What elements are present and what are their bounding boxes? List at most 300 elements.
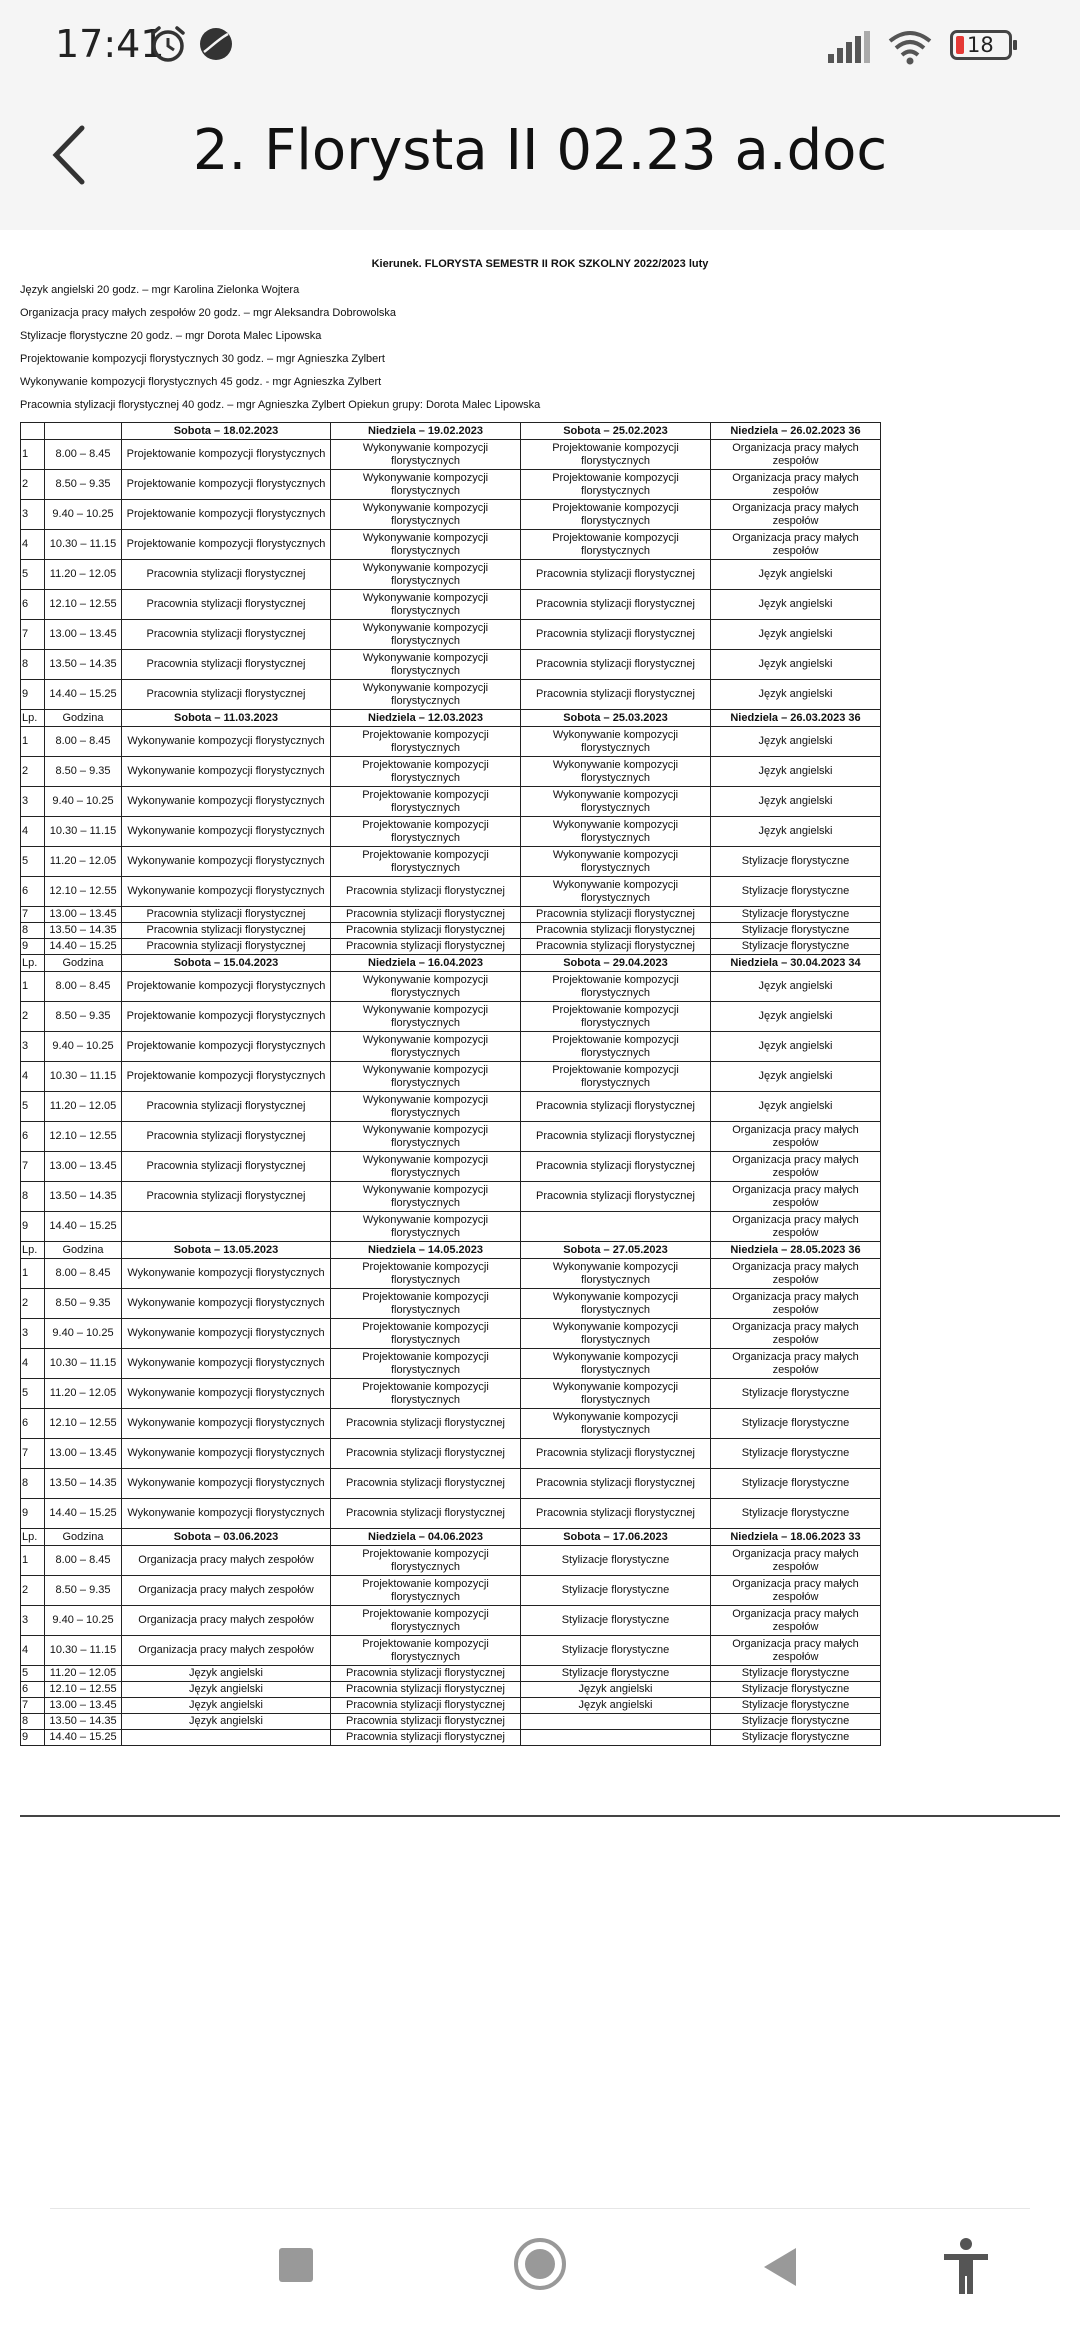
- class-cell: Pracownia stylizacji florystycznej: [122, 1152, 331, 1182]
- class-cell: Organizacja pracy małych zespołów: [711, 1122, 881, 1152]
- class-cell: Organizacja pracy małych zespołów: [711, 440, 881, 470]
- class-cell: Pracownia stylizacji florystycznej: [521, 680, 711, 710]
- class-cell: Wykonywanie kompozycji florystycznych: [122, 1349, 331, 1379]
- class-cell: Wykonywanie kompozycji florystycznych: [122, 847, 331, 877]
- class-cell: Pracownia stylizacji florystycznej: [331, 939, 521, 955]
- hour-header: Godzina: [45, 1529, 122, 1546]
- row-number: 2: [21, 1576, 45, 1606]
- teacher-line: Wykonywanie kompozycji florystycznych 45 godz. - mgr Agnieszka Zylbert: [20, 376, 382, 388]
- class-cell: Stylizacje florystyczne: [711, 907, 881, 923]
- class-cell: Wykonywanie kompozycji florystycznych: [521, 757, 711, 787]
- schedule-table: [20, 422, 881, 1746]
- row-hours: 8.50 – 9.35: [45, 470, 122, 500]
- table-row: [21, 1409, 881, 1439]
- row-hours: 12.10 – 12.55: [45, 1682, 122, 1698]
- class-cell: Język angielski: [711, 1032, 881, 1062]
- row-number: 1: [21, 440, 45, 470]
- day-header: Sobota – 27.05.2023: [521, 1242, 711, 1259]
- row-hours: 11.20 – 12.05: [45, 1092, 122, 1122]
- row-number: 6: [21, 1122, 45, 1152]
- class-cell: Wykonywanie kompozycji florystycznych: [122, 877, 331, 907]
- class-cell: Organizacja pracy małych zespołów: [711, 1349, 881, 1379]
- class-cell: Wykonywanie kompozycji florystycznych: [122, 1319, 331, 1349]
- status-bar: [0, 0, 1080, 80]
- class-cell: Język angielski: [711, 680, 881, 710]
- class-cell: Pracownia stylizacji florystycznej: [521, 939, 711, 955]
- class-cell: Wykonywanie kompozycji florystycznych: [122, 1289, 331, 1319]
- class-cell: Wykonywanie kompozycji florystycznych: [331, 590, 521, 620]
- class-cell: Stylizacje florystyczne: [521, 1636, 711, 1666]
- table-row: [21, 757, 881, 787]
- teacher-list: [20, 284, 1060, 411]
- class-cell: Pracownia stylizacji florystycznej: [331, 1730, 521, 1746]
- class-cell: Pracownia stylizacji florystycznej: [521, 907, 711, 923]
- class-cell: Pracownia stylizacji florystycznej: [331, 1409, 521, 1439]
- row-number: 4: [21, 1636, 45, 1666]
- table-row: [21, 620, 881, 650]
- class-cell: Stylizacje florystyczne: [711, 939, 881, 955]
- class-cell: Pracownia stylizacji florystycznej: [122, 590, 331, 620]
- row-hours: 13.50 – 14.35: [45, 923, 122, 939]
- class-cell: Wykonywanie kompozycji florystycznych: [122, 1259, 331, 1289]
- class-cell: Język angielski: [711, 1062, 881, 1092]
- class-cell: Projektowanie kompozycji florystycznych: [331, 847, 521, 877]
- class-cell: [521, 1714, 711, 1730]
- row-hours: 8.50 – 9.35: [45, 1002, 122, 1032]
- class-cell: Pracownia stylizacji florystycznej: [521, 650, 711, 680]
- class-cell: Organizacja pracy małych zespołów: [711, 1606, 881, 1636]
- row-number: 5: [21, 1666, 45, 1682]
- row-number: 5: [21, 1092, 45, 1122]
- table-row: [21, 1469, 881, 1499]
- row-hours: 13.50 – 14.35: [45, 1182, 122, 1212]
- row-number: 4: [21, 1349, 45, 1379]
- document-content: [20, 250, 1060, 1746]
- day-header: Niedziela – 26.03.2023 36: [711, 710, 881, 727]
- class-cell: Pracownia stylizacji florystycznej: [122, 560, 331, 590]
- day-header: Niedziela – 12.03.2023: [331, 710, 521, 727]
- class-cell: Pracownia stylizacji florystycznej: [331, 1682, 521, 1698]
- nav-recents-icon[interactable]: [276, 2245, 316, 2285]
- day-header: Niedziela – 30.04.2023 34: [711, 955, 881, 972]
- class-cell: Pracownia stylizacji florystycznej: [122, 680, 331, 710]
- class-cell: Wykonywanie kompozycji florystycznych: [331, 530, 521, 560]
- row-number: 3: [21, 500, 45, 530]
- app-bar: [0, 80, 1080, 230]
- table-row: [21, 1379, 881, 1409]
- table-row: [21, 1182, 881, 1212]
- day-header: Sobota – 15.04.2023: [122, 955, 331, 972]
- row-number: 3: [21, 1032, 45, 1062]
- class-cell: Język angielski: [711, 817, 881, 847]
- day-header: Sobota – 25.02.2023: [521, 423, 711, 440]
- class-cell: Wykonywanie kompozycji florystycznych: [521, 1409, 711, 1439]
- class-cell: Wykonywanie kompozycji florystycznych: [521, 1289, 711, 1319]
- nav-separator: [50, 2208, 1030, 2209]
- hour-header: Godzina: [45, 710, 122, 727]
- row-number: 8: [21, 1469, 45, 1499]
- class-cell: Projektowanie kompozycji florystycznych: [331, 1636, 521, 1666]
- row-number: 6: [21, 1682, 45, 1698]
- table-row: [21, 1032, 881, 1062]
- lp-header: Lp.: [21, 1529, 45, 1546]
- class-cell: Język angielski: [711, 560, 881, 590]
- class-cell: Organizacja pracy małych zespołów: [122, 1576, 331, 1606]
- table-row: [21, 847, 881, 877]
- class-cell: Stylizacje florystyczne: [521, 1666, 711, 1682]
- schedule-header-row: [21, 955, 881, 972]
- day-header: Niedziela – 28.05.2023 36: [711, 1242, 881, 1259]
- schedule-header-row: [21, 1242, 881, 1259]
- class-cell: Wykonywanie kompozycji florystycznych: [331, 1092, 521, 1122]
- nav-back-icon[interactable]: [760, 2245, 800, 2289]
- class-cell: Projektowanie kompozycji florystycznych: [521, 470, 711, 500]
- class-cell: Wykonywanie kompozycji florystycznych: [331, 560, 521, 590]
- class-cell: Pracownia stylizacji florystycznej: [521, 560, 711, 590]
- class-cell: Język angielski: [711, 757, 881, 787]
- accessibility-icon[interactable]: [940, 2236, 992, 2296]
- class-cell: Pracownia stylizacji florystycznej: [521, 1469, 711, 1499]
- class-cell: Język angielski: [122, 1682, 331, 1698]
- class-cell: Projektowanie kompozycji florystycznych: [331, 1319, 521, 1349]
- class-cell: Projektowanie kompozycji florystycznych: [521, 1062, 711, 1092]
- class-cell: Wykonywanie kompozycji florystycznych: [331, 680, 521, 710]
- row-number: 3: [21, 787, 45, 817]
- row-hours: 13.00 – 13.45: [45, 1152, 122, 1182]
- class-cell: Pracownia stylizacji florystycznej: [521, 1092, 711, 1122]
- row-number: 2: [21, 1289, 45, 1319]
- document-title: 2. Florysta II 02.23 a.doc: [192, 118, 888, 183]
- class-cell: Projektowanie kompozycji florystycznych: [331, 757, 521, 787]
- table-row: [21, 727, 881, 757]
- row-number: 3: [21, 1319, 45, 1349]
- row-number: 8: [21, 650, 45, 680]
- row-number: 2: [21, 1002, 45, 1032]
- lp-header: Lp.: [21, 955, 45, 972]
- row-number: 1: [21, 1546, 45, 1576]
- class-cell: Wykonywanie kompozycji florystycznych: [521, 1319, 711, 1349]
- row-hours: 10.30 – 11.15: [45, 817, 122, 847]
- table-row: [21, 1319, 881, 1349]
- class-cell: Pracownia stylizacji florystycznej: [122, 1182, 331, 1212]
- row-hours: 13.50 – 14.35: [45, 1714, 122, 1730]
- class-cell: Wykonywanie kompozycji florystycznych: [331, 1062, 521, 1092]
- class-cell: Pracownia stylizacji florystycznej: [122, 650, 331, 680]
- teacher-line: Projektowanie kompozycji florystycznych 30 godz. – mgr Agnieszka Zylbert: [20, 353, 385, 365]
- class-cell: Pracownia stylizacji florystycznej: [331, 877, 521, 907]
- table-row: [21, 1730, 881, 1746]
- class-cell: Organizacja pracy małych zespołów: [711, 1212, 881, 1242]
- row-hours: 14.40 – 15.25: [45, 1730, 122, 1746]
- table-row: [21, 907, 881, 923]
- class-cell: Wykonywanie kompozycji florystycznych: [331, 1182, 521, 1212]
- class-cell: Wykonywanie kompozycji florystycznych: [521, 817, 711, 847]
- lp-header: Lp.: [21, 710, 45, 727]
- table-row: [21, 1606, 881, 1636]
- row-hours: 11.20 – 12.05: [45, 1666, 122, 1682]
- class-cell: Wykonywanie kompozycji florystycznych: [122, 1469, 331, 1499]
- row-hours: 10.30 – 11.15: [45, 530, 122, 560]
- class-cell: Projektowanie kompozycji florystycznych: [331, 1289, 521, 1319]
- table-row: [21, 972, 881, 1002]
- class-cell: Wykonywanie kompozycji florystycznych: [331, 650, 521, 680]
- table-row: [21, 877, 881, 907]
- class-cell: Wykonywanie kompozycji florystycznych: [122, 817, 331, 847]
- row-number: 9: [21, 1499, 45, 1529]
- row-number: 1: [21, 972, 45, 1002]
- class-cell: Organizacja pracy małych zespołów: [711, 1259, 881, 1289]
- row-hours: 14.40 – 15.25: [45, 680, 122, 710]
- table-row: [21, 470, 881, 500]
- table-row: [21, 939, 881, 955]
- teacher-line: Stylizacje florystyczne 20 godz. – mgr Dorota Malec Lipowska: [20, 330, 322, 342]
- table-row: [21, 500, 881, 530]
- row-number: 5: [21, 847, 45, 877]
- class-cell: Wykonywanie kompozycji florystycznych: [331, 1152, 521, 1182]
- row-number: 2: [21, 757, 45, 787]
- class-cell: Wykonywanie kompozycji florystycznych: [521, 787, 711, 817]
- row-number: 2: [21, 470, 45, 500]
- lp-header: Lp.: [21, 1242, 45, 1259]
- row-hours: 8.50 – 9.35: [45, 1289, 122, 1319]
- class-cell: [122, 1212, 331, 1242]
- class-cell: Wykonywanie kompozycji florystycznych: [521, 877, 711, 907]
- class-cell: Wykonywanie kompozycji florystycznych: [331, 470, 521, 500]
- table-row: [21, 1122, 881, 1152]
- lp-header: [21, 423, 45, 440]
- row-hours: 12.10 – 12.55: [45, 877, 122, 907]
- class-cell: Wykonywanie kompozycji florystycznych: [331, 1002, 521, 1032]
- row-hours: 8.00 – 8.45: [45, 972, 122, 1002]
- nav-home-icon[interactable]: [512, 2236, 568, 2292]
- class-cell: Projektowanie kompozycji florystycznych: [331, 1546, 521, 1576]
- class-cell: Stylizacje florystyczne: [711, 1439, 881, 1469]
- table-row: [21, 1682, 881, 1698]
- day-header: Niedziela – 04.06.2023: [331, 1529, 521, 1546]
- class-cell: Pracownia stylizacji florystycznej: [521, 923, 711, 939]
- row-number: 8: [21, 1714, 45, 1730]
- row-hours: 11.20 – 12.05: [45, 847, 122, 877]
- teacher-line: Organizacja pracy małych zespołów 20 godz. – mgr Aleksandra Dobrowolska: [20, 307, 397, 319]
- table-row: [21, 923, 881, 939]
- table-row: [21, 680, 881, 710]
- class-cell: Wykonywanie kompozycji florystycznych: [331, 1122, 521, 1152]
- class-cell: Organizacja pracy małych zespołów: [711, 530, 881, 560]
- class-cell: Pracownia stylizacji florystycznej: [331, 1698, 521, 1714]
- class-cell: Stylizacje florystyczne: [521, 1546, 711, 1576]
- class-cell: Wykonywanie kompozycji florystycznych: [122, 727, 331, 757]
- row-number: 6: [21, 877, 45, 907]
- class-cell: Pracownia stylizacji florystycznej: [331, 907, 521, 923]
- class-cell: Wykonywanie kompozycji florystycznych: [122, 1409, 331, 1439]
- class-cell: Projektowanie kompozycji florystycznych: [122, 500, 331, 530]
- class-cell: Język angielski: [711, 727, 881, 757]
- class-cell: Stylizacje florystyczne: [711, 1469, 881, 1499]
- table-row: [21, 1546, 881, 1576]
- table-row: [21, 440, 881, 470]
- row-hours: 11.20 – 12.05: [45, 1379, 122, 1409]
- row-number: 8: [21, 1182, 45, 1212]
- table-row: [21, 1636, 881, 1666]
- class-cell: Organizacja pracy małych zespołów: [711, 1546, 881, 1576]
- table-row: [21, 1499, 881, 1529]
- class-cell: Język angielski: [711, 787, 881, 817]
- class-cell: Język angielski: [711, 620, 881, 650]
- class-cell: Język angielski: [711, 650, 881, 680]
- class-cell: Stylizacje florystyczne: [711, 847, 881, 877]
- class-cell: Projektowanie kompozycji florystycznych: [521, 530, 711, 560]
- class-cell: Organizacja pracy małych zespołów: [711, 1319, 881, 1349]
- class-cell: Wykonywanie kompozycji florystycznych: [122, 787, 331, 817]
- row-hours: 14.40 – 15.25: [45, 939, 122, 955]
- class-cell: Pracownia stylizacji florystycznej: [331, 1714, 521, 1730]
- class-cell: Organizacja pracy małych zespołów: [711, 1636, 881, 1666]
- row-hours: 9.40 – 10.25: [45, 1606, 122, 1636]
- table-row: [21, 650, 881, 680]
- row-hours: 8.00 – 8.45: [45, 1546, 122, 1576]
- row-number: 7: [21, 1152, 45, 1182]
- class-cell: Stylizacje florystyczne: [711, 877, 881, 907]
- row-hours: 13.50 – 14.35: [45, 650, 122, 680]
- class-cell: Wykonywanie kompozycji florystycznych: [521, 1379, 711, 1409]
- row-number: 4: [21, 1062, 45, 1092]
- class-cell: Organizacja pracy małych zespołów: [711, 470, 881, 500]
- class-cell: Wykonywanie kompozycji florystycznych: [521, 847, 711, 877]
- teacher-line: Pracownia stylizacji florystycznej 40 godz. – mgr Agnieszka Zylbert Opiekun grupy: Dorota Malec Lipowska: [20, 399, 541, 411]
- class-cell: Język angielski: [711, 1002, 881, 1032]
- day-header: Sobota – 03.06.2023: [122, 1529, 331, 1546]
- row-number: 9: [21, 939, 45, 955]
- table-row: [21, 817, 881, 847]
- class-cell: Organizacja pracy małych zespołów: [711, 500, 881, 530]
- class-cell: Projektowanie kompozycji florystycznych: [331, 1576, 521, 1606]
- row-hours: 12.10 – 12.55: [45, 590, 122, 620]
- table-row: [21, 1062, 881, 1092]
- row-hours: 13.00 – 13.45: [45, 1698, 122, 1714]
- row-hours: 14.40 – 15.25: [45, 1212, 122, 1242]
- class-cell: Projektowanie kompozycji florystycznych: [521, 440, 711, 470]
- class-cell: Pracownia stylizacji florystycznej: [521, 590, 711, 620]
- row-hours: 10.30 – 11.15: [45, 1062, 122, 1092]
- table-row: [21, 1289, 881, 1319]
- table-row: [21, 1698, 881, 1714]
- day-header: Sobota – 13.05.2023: [122, 1242, 331, 1259]
- class-cell: Język angielski: [122, 1698, 331, 1714]
- class-cell: Język angielski: [711, 1092, 881, 1122]
- row-number: 1: [21, 1259, 45, 1289]
- class-cell: Projektowanie kompozycji florystycznych: [331, 1606, 521, 1636]
- wifi-icon: [886, 28, 934, 66]
- row-number: 4: [21, 530, 45, 560]
- class-cell: Wykonywanie kompozycji florystycznych: [521, 727, 711, 757]
- row-number: 8: [21, 923, 45, 939]
- row-hours: 8.50 – 9.35: [45, 757, 122, 787]
- row-number: 7: [21, 907, 45, 923]
- class-cell: Wykonywanie kompozycji florystycznych: [122, 1499, 331, 1529]
- class-cell: Projektowanie kompozycji florystycznych: [331, 1349, 521, 1379]
- class-cell: Język angielski: [521, 1698, 711, 1714]
- class-cell: Projektowanie kompozycji florystycznych: [331, 727, 521, 757]
- class-cell: Stylizacje florystyczne: [711, 1714, 881, 1730]
- class-cell: Wykonywanie kompozycji florystycznych: [331, 1032, 521, 1062]
- class-cell: Język angielski: [711, 590, 881, 620]
- class-cell: Wykonywanie kompozycji florystycznych: [122, 1379, 331, 1409]
- class-cell: Stylizacje florystyczne: [711, 1666, 881, 1682]
- class-cell: Pracownia stylizacji florystycznej: [331, 1499, 521, 1529]
- row-number: 6: [21, 1409, 45, 1439]
- table-row: [21, 560, 881, 590]
- class-cell: Pracownia stylizacji florystycznej: [521, 620, 711, 650]
- moon-icon: [198, 26, 234, 62]
- class-cell: Pracownia stylizacji florystycznej: [521, 1152, 711, 1182]
- alarm-icon: [148, 24, 188, 64]
- row-number: 7: [21, 1439, 45, 1469]
- class-cell: Pracownia stylizacji florystycznej: [331, 923, 521, 939]
- class-cell: Wykonywanie kompozycji florystycznych: [331, 500, 521, 530]
- row-hours: 8.00 – 8.45: [45, 440, 122, 470]
- day-header: Niedziela – 18.06.2023 33: [711, 1529, 881, 1546]
- table-row: [21, 590, 881, 620]
- day-header: Niedziela – 16.04.2023: [331, 955, 521, 972]
- row-number: 5: [21, 1379, 45, 1409]
- day-header: Niedziela – 19.02.2023: [331, 423, 521, 440]
- class-cell: Pracownia stylizacji florystycznej: [122, 620, 331, 650]
- class-cell: Projektowanie kompozycji florystycznych: [331, 817, 521, 847]
- class-cell: Pracownia stylizacji florystycznej: [521, 1439, 711, 1469]
- table-row: [21, 787, 881, 817]
- day-header: Sobota – 11.03.2023: [122, 710, 331, 727]
- class-cell: Wykonywanie kompozycji florystycznych: [122, 1439, 331, 1469]
- battery-icon: [950, 30, 1012, 60]
- row-number: 6: [21, 590, 45, 620]
- row-number: 5: [21, 560, 45, 590]
- class-cell: Organizacja pracy małych zespołów: [711, 1576, 881, 1606]
- row-hours: 12.10 – 12.55: [45, 1409, 122, 1439]
- class-cell: Stylizacje florystyczne: [711, 923, 881, 939]
- row-number: 1: [21, 727, 45, 757]
- table-row: [21, 1439, 881, 1469]
- row-number: 4: [21, 817, 45, 847]
- class-cell: Organizacja pracy małych zespołów: [711, 1152, 881, 1182]
- row-hours: 9.40 – 10.25: [45, 1032, 122, 1062]
- class-cell: Stylizacje florystyczne: [521, 1576, 711, 1606]
- class-cell: Pracownia stylizacji florystycznej: [331, 1439, 521, 1469]
- class-cell: Pracownia stylizacji florystycznej: [122, 923, 331, 939]
- class-cell: Projektowanie kompozycji florystycznych: [331, 1259, 521, 1289]
- row-hours: 10.30 – 11.15: [45, 1636, 122, 1666]
- row-hours: 13.00 – 13.45: [45, 907, 122, 923]
- class-cell: Projektowanie kompozycji florystycznych: [122, 1002, 331, 1032]
- row-hours: 13.50 – 14.35: [45, 1469, 122, 1499]
- doc-heading: Kierunek. FLORYSTA SEMESTR II ROK SZKOLNY 2022/2023 luty: [371, 258, 709, 270]
- class-cell: Wykonywanie kompozycji florystycznych: [521, 1349, 711, 1379]
- row-hours: 13.00 – 13.45: [45, 620, 122, 650]
- day-header: Niedziela – 14.05.2023: [331, 1242, 521, 1259]
- class-cell: Pracownia stylizacji florystycznej: [122, 907, 331, 923]
- hour-header: Godzina: [45, 1242, 122, 1259]
- row-hours: 13.00 – 13.45: [45, 1439, 122, 1469]
- row-hours: 8.50 – 9.35: [45, 1576, 122, 1606]
- status-time: 17:41: [55, 22, 165, 66]
- class-cell: Stylizacje florystyczne: [711, 1730, 881, 1746]
- class-cell: Pracownia stylizacji florystycznej: [521, 1122, 711, 1152]
- class-cell: Stylizacje florystyczne: [711, 1409, 881, 1439]
- battery-level: 18: [967, 33, 994, 57]
- schedule-header-row: [21, 710, 881, 727]
- schedule-header-row: [21, 423, 881, 440]
- class-cell: Projektowanie kompozycji florystycznych: [122, 1062, 331, 1092]
- table-row: [21, 1714, 881, 1730]
